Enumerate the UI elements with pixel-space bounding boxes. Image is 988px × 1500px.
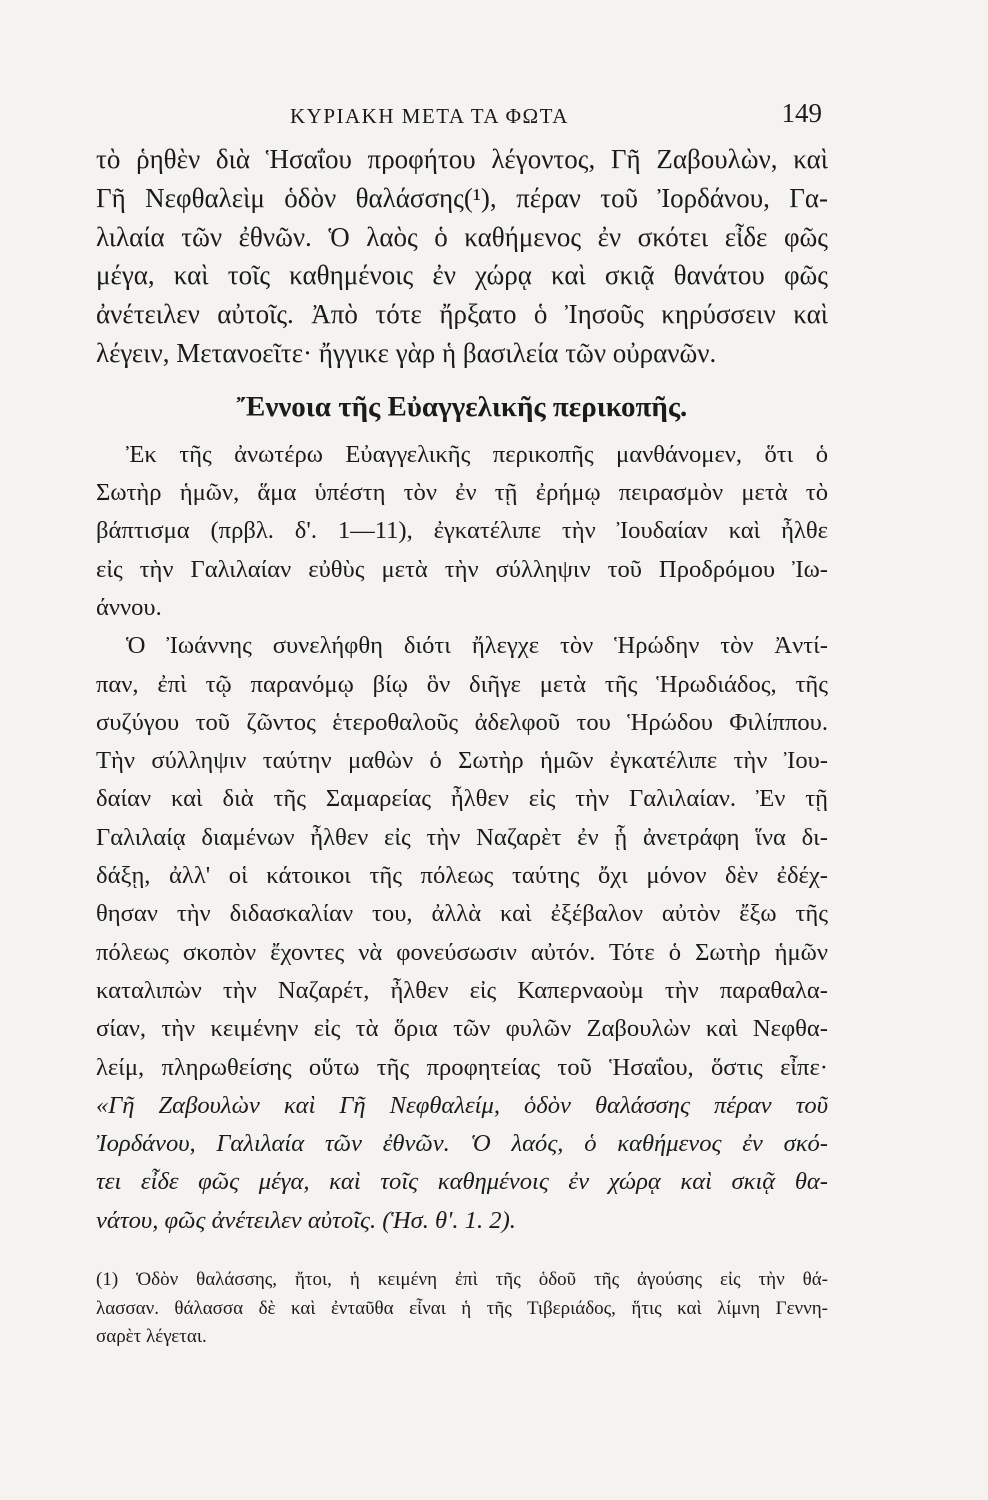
text-line: συζύγου τοῦ ζῶντος ἑτεροθαλοῦς ἀδελφοῦ του Ἡρώδου Φιλίππου. [96, 708, 828, 736]
text-line: Σωτὴρ ἡμῶν, ἅμα ὑπέστη τὸν ἐν τῇ ἐρήμῳ πειρασμὸν μετὰ τὸ [96, 479, 828, 507]
footnote [96, 1266, 828, 1352]
quote-line: «Γῆ Ζαβουλὼν καὶ Γῆ Νεφθαλείμ, ὁδὸν θαλάσσης πέραν τοῦ [96, 1091, 828, 1119]
text-line: τὸ ῥηθὲν διὰ Ἡσαΐου προφήτου λέγοντος, Γῆ Ζαβουλὼν, καὶ [96, 144, 828, 174]
text-line: Γαλιλαίᾳ διαμένων ἦλθεν εἰς τὴν Ναζαρὲτ ἐν ᾗ ἀνετράφη ἵνα δι- [96, 823, 828, 851]
text-line: θησαν τὴν διδασκαλίαν του, ἀλλὰ καὶ ἐξέβαλον αὐτὸν ἔξω τῆς [96, 900, 828, 928]
text-line: παν, ἐπὶ τῷ παρανόμῳ βίῳ ὃν διῆγε μετὰ τῆς Ἡρωδιάδος, τῆς [96, 670, 828, 698]
section-title: Ἔννοια τῆς Εὐαγγελικῆς περικοπῆς. [236, 390, 688, 423]
text-line: λιλαία τῶν ἐθνῶν. Ὁ λαὸς ὁ καθήμενος ἐν σκότει εἶδε φῶς [96, 221, 828, 252]
quote-line: νάτου, φῶς ἀνέτειλεν αὐτοῖς. (Ἡσ. θ'. 1. 2). [96, 1206, 516, 1234]
quote-line: τει εἶδε φῶς μέγα, καὶ τοῖς καθημένοις ἐν χώρᾳ καὶ σκιᾷ θα- [96, 1168, 828, 1196]
text-line: δαίαν καὶ διὰ τῆς Σαμαρείας ἦλθεν εἰς τὴν Γαλιλαίαν. Ἐν τῇ [96, 785, 828, 813]
paragraph-1 [96, 436, 828, 627]
page-number: 149 [781, 98, 822, 128]
text-line: Ὁ Ἰωάννης συνελήφθη διότι ἤλεγχε τὸν Ἡρώδην τὸν Ἀντί- [126, 632, 828, 660]
text-line: βάπτισμα (πρβλ. δ'. 1—11), ἐγκατέλιπε τὴν Ἰουδαίαν καὶ ἦλθε [96, 517, 828, 545]
text-line: καταλιπὼν τὴν Ναζαρέτ, ἦλθεν εἰς Καπερναοὺμ τὴν παραθαλα- [96, 976, 828, 1004]
page-header [96, 92, 828, 140]
text-line: λείμ, πληρωθείσης οὕτω τῆς προφητείας τοῦ Ἡσαΐου, ὅστις εἶπε· [96, 1053, 828, 1081]
text-line: μέγα, καὶ τοῖς καθημένοις ἐν χώρᾳ καὶ σκιᾷ θανάτου φῶς [96, 260, 828, 291]
text-line: άννου. [96, 593, 162, 621]
quote-line: Ἰορδάνου, Γαλιλαία τῶν ἐθνῶν. Ὁ λαός, ὁ καθήμενος ἐν σκό- [96, 1130, 828, 1158]
gospel-excerpt [96, 140, 828, 373]
running-head: ΚΥΡΙΑΚΗ ΜΕΤΑ ΤΑ ΦΩΤΑ [290, 104, 569, 128]
footnote-line: σαρὲτ λέγεται. [96, 1326, 207, 1348]
text-line: σίαν, τὴν κειμένην εἰς τὰ ὅρια τῶν φυλῶν Ζαβουλὼν καὶ Νεφθα- [96, 1015, 828, 1043]
text-line: Τὴν σύλληψιν ταύτην μαθὼν ὁ Σωτὴρ ἡμῶν ἐγκατέλιπε τὴν Ἰου- [96, 747, 828, 775]
text-line: ἀνέτειλεν αὐτοῖς. Ἀπὸ τότε ἤρξατο ὁ Ἰησοῦς κηρύσσειν καὶ [96, 299, 828, 330]
footnote-line: λασσαν. θάλασσα δὲ καὶ ἐνταῦθα εἶναι ἡ τῆς Τιβεριάδος, ἥτις καὶ λίμνη Γεννη- [96, 1297, 828, 1319]
text-line: Γῆ Νεφθαλεὶμ ὁδὸν θαλάσσης(¹), πέραν τοῦ Ἰορδάνου, Γα- [96, 182, 828, 213]
text-line: Ἐκ τῆς ἀνωτέρω Εὐαγγελικῆς περικοπῆς μανθάνομεν, ὅτι ὁ [126, 440, 828, 468]
paragraph-2 [96, 627, 828, 1240]
text-line: πόλεως σκοπὸν ἔχοντες νὰ φονεύσωσιν αὐτόν. Τότε ὁ Σωτὴρ ἡμῶν [96, 938, 828, 966]
text-line: δάξῃ, ἀλλ' οἱ κάτοικοι τῆς πόλεως ταύτης ὄχι μόνον δὲν ἐδέχ- [96, 862, 828, 890]
text-line: λέγειν, Μετανοεῖτε· ἤγγικε γὰρ ἡ βασιλεία τῶν οὐρανῶν. [96, 337, 717, 368]
book-page [96, 92, 828, 1352]
footnote-line: (1) Ὁδὸν θαλάσσης, ἤτοι, ἡ κειμένη ἐπὶ τῆς ὁδοῦ τῆς ἀγούσης εἰς τὴν θά- [96, 1269, 828, 1291]
text-line: εἰς τὴν Γαλιλαίαν εὐθὺς μετὰ τὴν σύλληψιν τοῦ Προδρόμου Ἰω- [96, 555, 828, 583]
